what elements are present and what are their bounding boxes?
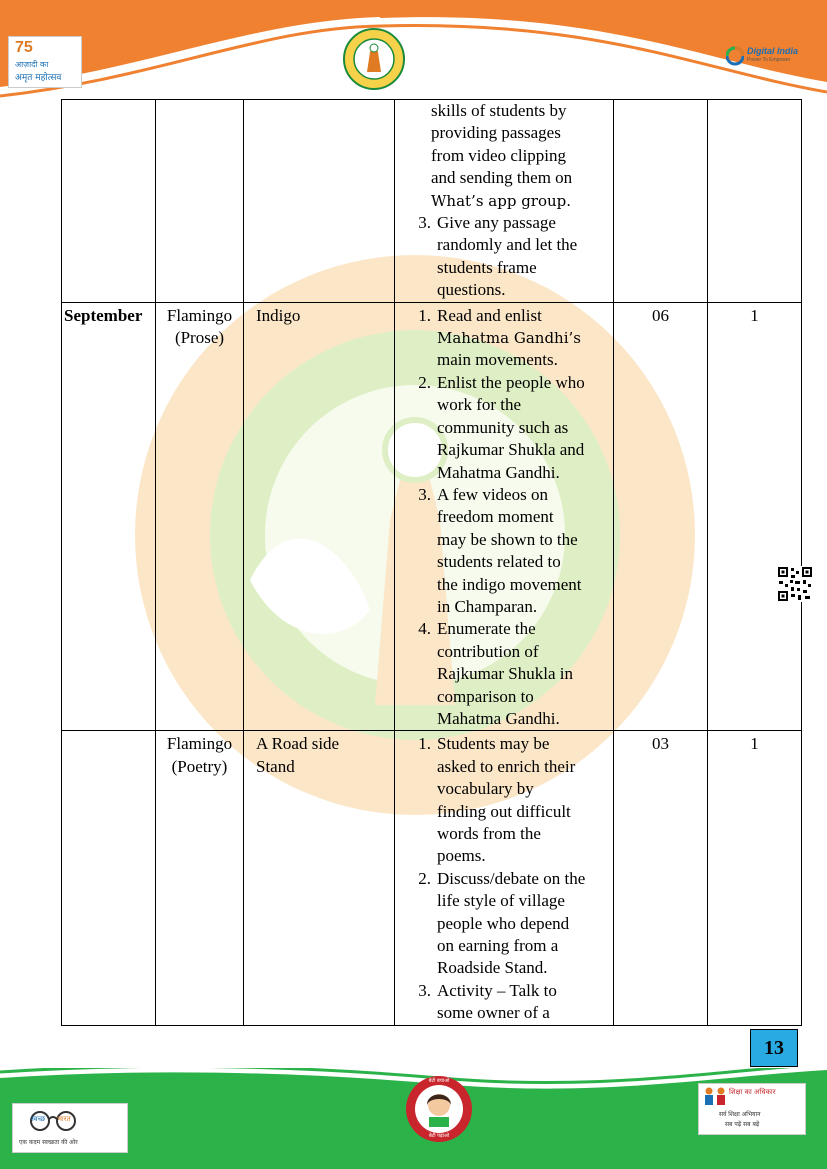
list-item	[395, 212, 613, 302]
activity-line: finding out difficult	[437, 801, 571, 821]
month-label	[62, 731, 155, 733]
item-number: 2.	[418, 868, 431, 888]
shiksha-adhikar-logo	[698, 1083, 806, 1135]
activity-line: main movements.	[437, 350, 558, 370]
activity-line: freedom moment	[437, 507, 554, 527]
activity-line: may be shown to the	[437, 529, 578, 549]
tests-value: 1	[750, 734, 759, 754]
activity-line: life style of village	[437, 891, 565, 911]
digital-india-logo	[726, 42, 816, 72]
activity-line: questions.	[437, 280, 506, 300]
tests-cell	[708, 731, 802, 1025]
activities-cell	[395, 302, 614, 731]
activity-line: What’s app group.	[431, 191, 572, 210]
activity-line: Students may be	[437, 734, 550, 754]
activity-line: A few videos on	[437, 484, 548, 504]
activity-line: asked to enrich their	[437, 756, 576, 776]
item-text	[431, 305, 601, 372]
item-text	[431, 868, 601, 980]
azadi-logo-line2: अमृत महोत्सव	[15, 73, 62, 83]
activity-line: from video clipping	[431, 145, 567, 165]
shiksha-title: शिक्षा का अधिकार	[729, 1088, 776, 1096]
activity-line: vocabulary by	[437, 779, 534, 799]
item-text	[431, 484, 601, 618]
activity-line: and sending them on	[431, 168, 573, 188]
activity-line: Mahatma Gandhi.	[437, 708, 560, 728]
activity-line: Discuss/debate on the	[437, 868, 586, 888]
book-cell	[156, 100, 244, 303]
azadi-logo-line1: आज़ादी का	[15, 60, 49, 69]
book-cell	[156, 731, 244, 1025]
activity-line: the indigo movement	[437, 574, 582, 594]
book-title: Flamingo	[166, 305, 233, 325]
activity-line: on earning from a	[437, 936, 559, 956]
table-row	[62, 731, 802, 1025]
chapter-cell	[244, 731, 395, 1025]
list-item	[395, 372, 613, 484]
activity-line: Mahatma Gandhi’s	[437, 329, 581, 348]
activity-line: providing passages	[431, 123, 561, 143]
activity-list	[395, 212, 613, 302]
activity-line: Mahatma Gandhi.	[437, 462, 560, 482]
azadi-logo	[8, 36, 82, 88]
activity-line: randomly and let the	[437, 235, 578, 255]
month-cell	[62, 100, 156, 303]
book-section: (Poetry)	[171, 756, 228, 776]
book-name	[156, 731, 243, 778]
book-section: (Prose)	[174, 328, 225, 348]
activity-list	[395, 303, 613, 731]
book-title: Flamingo	[166, 734, 233, 754]
digital-india-label: Digital India	[747, 46, 799, 56]
shiksha-line3: सब पढ़ें सब बढ़ें	[725, 1121, 760, 1128]
swachh-bharat-logo	[12, 1103, 128, 1153]
activity-line: skills of students by	[431, 101, 567, 120]
board-seal-icon	[343, 28, 405, 90]
activity-line: comparison to	[437, 686, 534, 706]
tests-value: 1	[750, 305, 759, 325]
item-number: 1.	[418, 305, 431, 325]
list-item	[395, 868, 613, 980]
activity-line: contribution of	[437, 641, 539, 661]
azadi-logo-75: 75	[15, 39, 33, 56]
month-cell	[62, 731, 156, 1025]
activity-line: some owner of a	[437, 1003, 550, 1023]
swachh-tagline: एक कदम स्वच्छता की ओर	[19, 1139, 78, 1146]
item-text	[431, 372, 601, 484]
chapter-cell	[244, 302, 395, 731]
activity-line: Enumerate the	[437, 619, 536, 639]
chapter-title: A Road side Stand	[256, 734, 340, 776]
table-row	[62, 302, 802, 731]
periods-cell	[614, 731, 708, 1025]
periods-value: 03	[652, 734, 669, 754]
activity-line: in Champaran.	[437, 596, 538, 616]
activity-line: Activity – Talk to	[437, 980, 557, 1000]
month-cell	[62, 302, 156, 731]
book-cell	[156, 302, 244, 731]
beti-bachao-top-label: बेटी बचाओ	[428, 1078, 450, 1084]
children-reading-icon	[702, 1086, 728, 1106]
activity-line: people who depend	[437, 913, 570, 933]
table-row	[62, 100, 802, 303]
chapter-cell	[244, 100, 395, 303]
activities-cell	[395, 100, 614, 303]
activity-continuation	[395, 100, 601, 212]
activity-line: Give any passage	[437, 213, 556, 233]
tests-cell	[708, 302, 802, 731]
activities-cell	[395, 731, 614, 1025]
item-number: 3.	[418, 980, 431, 1000]
item-number: 2.	[418, 372, 431, 392]
swachh-label: स्वच्छ	[31, 1115, 46, 1123]
activity-line: community such as	[437, 417, 569, 437]
header-banner	[0, 0, 827, 100]
list-item	[395, 305, 613, 372]
item-text	[431, 980, 601, 1025]
activity-line: Roadside Stand.	[437, 958, 548, 978]
tests-cell	[708, 100, 802, 303]
shiksha-line2: सर्व शिक्षा अभियान	[719, 1111, 761, 1118]
item-number: 1.	[418, 734, 431, 754]
item-number: 3.	[418, 484, 431, 504]
item-number: 4.	[418, 619, 431, 639]
list-item	[395, 618, 613, 730]
activity-line: words from the	[437, 824, 541, 843]
book-name	[156, 303, 243, 350]
activity-line: poems.	[437, 846, 486, 866]
activity-list	[395, 731, 613, 1024]
item-text	[431, 618, 601, 730]
beti-bachao-bottom-label: बेटी पढ़ाओ	[428, 1133, 450, 1139]
item-text	[431, 733, 601, 867]
month-label: September	[64, 305, 143, 325]
list-item	[395, 980, 613, 1025]
list-item	[395, 484, 613, 618]
item-text	[431, 212, 601, 302]
activity-line: students frame	[437, 257, 537, 277]
bharat-label: भारत	[57, 1115, 71, 1123]
activity-line: work for the	[437, 395, 522, 415]
chapter-title: Indigo	[256, 305, 301, 325]
activity-line: Read and enlist	[437, 305, 542, 325]
list-item	[395, 733, 613, 867]
digital-india-tagline: Power To Empower	[747, 57, 791, 63]
lesson-plan-table	[61, 99, 802, 1026]
activity-line: Enlist the people who	[437, 372, 585, 392]
qr-code-icon	[777, 566, 813, 602]
item-number: 3.	[418, 213, 431, 233]
page-number: 13	[750, 1029, 798, 1067]
periods-cell	[614, 302, 708, 731]
activity-line: students related to	[437, 552, 561, 572]
periods-value: 06	[652, 305, 669, 325]
activity-line: Rajkumar Shukla in	[437, 664, 573, 684]
activity-line: Rajkumar Shukla and	[437, 440, 585, 460]
digital-india-icon	[726, 44, 744, 68]
periods-cell	[614, 100, 708, 303]
